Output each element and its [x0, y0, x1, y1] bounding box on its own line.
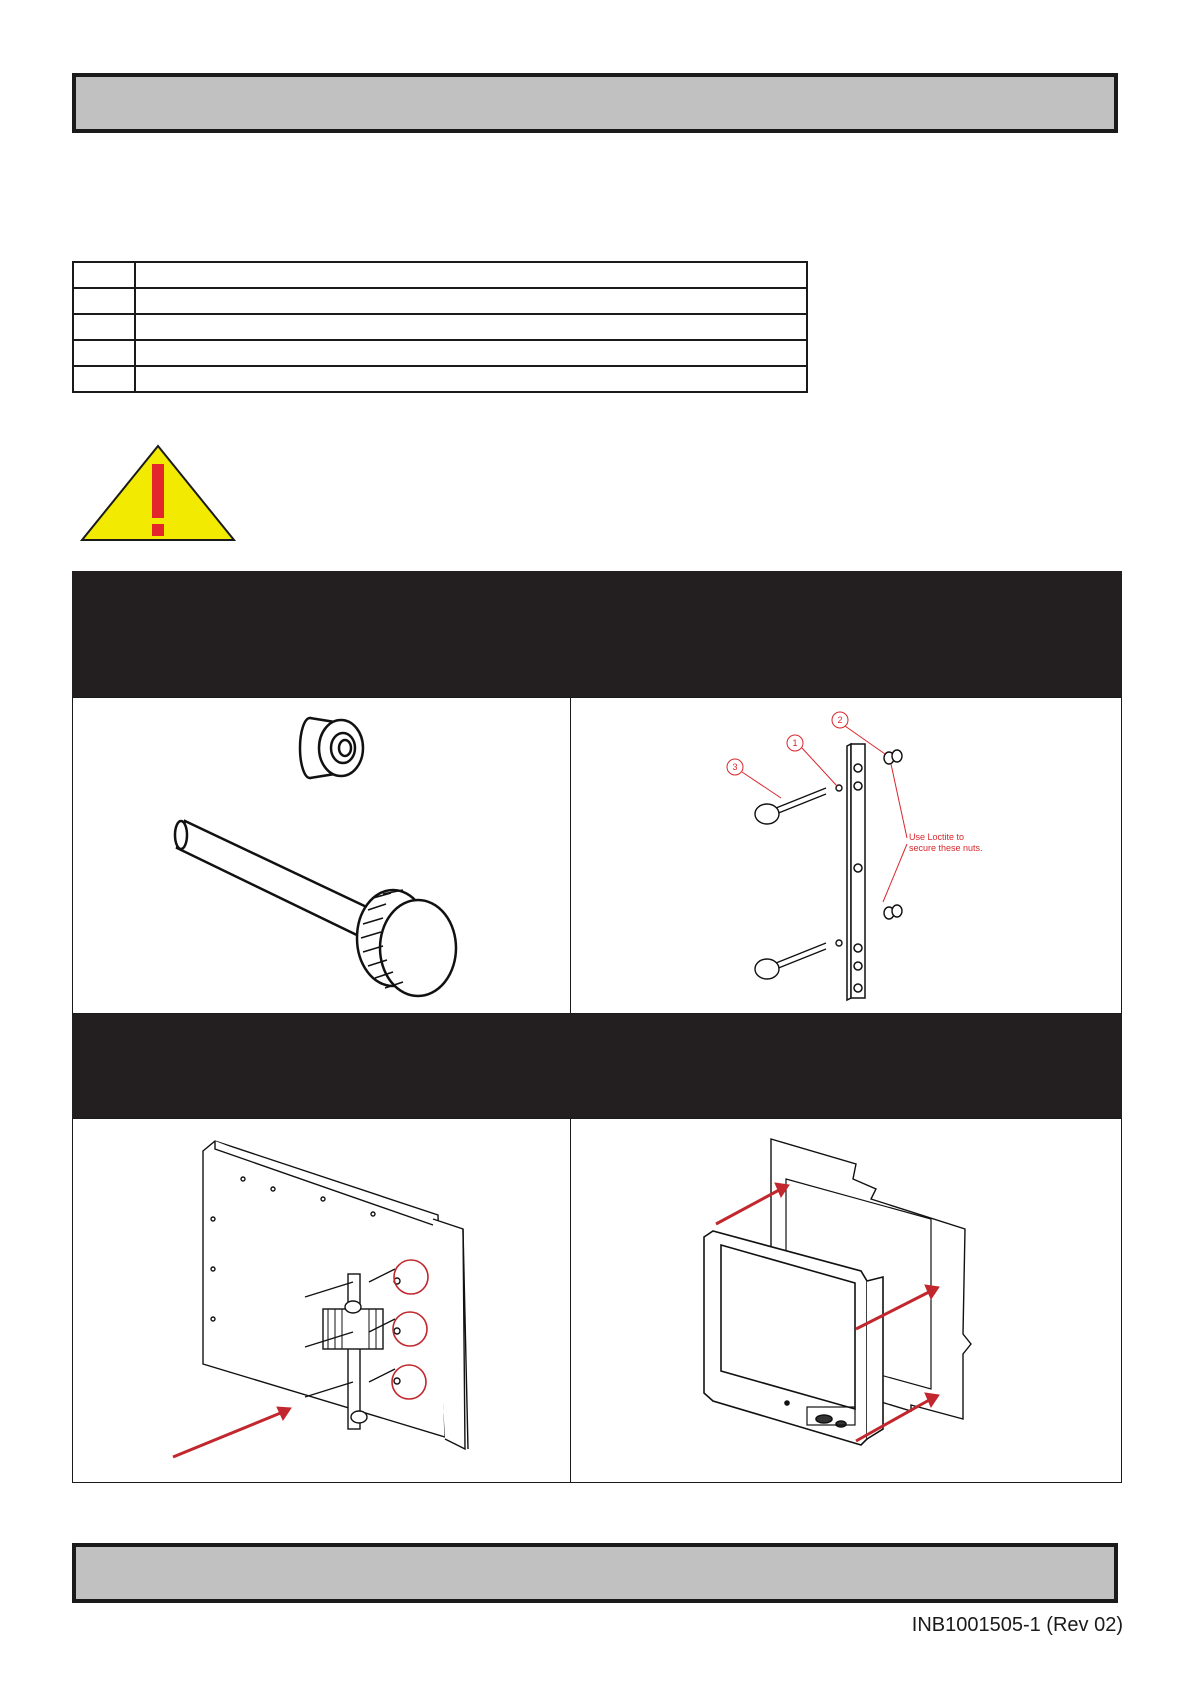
table-row	[73, 314, 807, 340]
panel-cutout-view	[570, 1118, 1122, 1483]
panel-cutout-drawing	[571, 1119, 1123, 1484]
callout-2-label: 2	[837, 715, 843, 725]
rear-view-panel	[72, 1118, 571, 1483]
document-reference: INB1001505-1 (Rev 02)	[911, 1614, 1123, 1636]
warning-triangle-icon	[80, 444, 236, 542]
thumb-screw-drawing	[175, 821, 456, 996]
bracket-exploded-drawing	[571, 698, 1123, 1015]
rear-view-drawing	[73, 1119, 572, 1484]
header-bar	[72, 73, 1118, 133]
flange-nut-drawing	[300, 718, 363, 778]
section-band	[72, 571, 1122, 697]
parts-illustration-panel	[72, 697, 571, 1014]
parts-table	[72, 261, 808, 393]
table-row	[73, 340, 807, 366]
parts-illustration	[73, 698, 572, 1015]
bracket-exploded-panel	[570, 697, 1122, 1014]
section-band	[72, 1014, 1122, 1118]
table-row	[73, 288, 807, 314]
table-row	[73, 262, 807, 288]
footer-bar	[72, 1543, 1118, 1603]
loctite-note-line-1: Use Loctite to	[909, 832, 965, 842]
loctite-note-line-2: secure these nuts.	[909, 843, 983, 853]
callout-1-label: 1	[792, 738, 798, 748]
callout-3-label: 3	[732, 762, 738, 772]
table-row	[73, 366, 807, 392]
